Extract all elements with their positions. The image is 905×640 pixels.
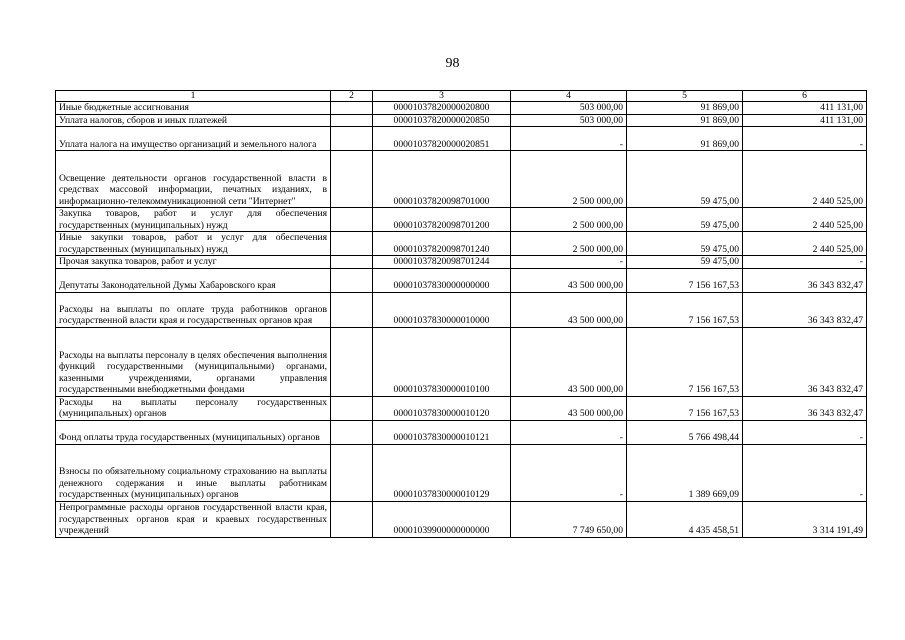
row-name-cell: Прочая закупка товаров, работ и услуг <box>56 256 331 269</box>
row-name-cell: Уплата налогов, сборов и иных платежей <box>56 114 331 127</box>
row-name-cell: Освещение деятельности органов государственной власти в средствах массовой информации, печатных изданиях, в информационно-телекоммуникационной сети "Интернет" <box>56 151 331 208</box>
row-approved-value: 43 500 000,00 <box>511 396 627 420</box>
table-row <box>56 127 867 151</box>
row-executed-value: 59 475,00 <box>627 208 743 232</box>
row-name-cell: Расходы на выплаты по оплате труда работников органов государственной власти края и государственных органов края <box>56 292 331 327</box>
row-executed-value: 5 766 498,44 <box>627 420 743 444</box>
row-executed-value: 91 869,00 <box>627 127 743 151</box>
row-code-cell: 00001037830000010121 <box>373 420 511 444</box>
row-code-cell: 00001037830000000000 <box>373 268 511 292</box>
column-header-5: 5 <box>627 91 743 102</box>
row-code-cell: 00001037820000020800 <box>373 102 511 115</box>
column-header-1: 1 <box>56 91 331 102</box>
row-approved-value: 2 500 000,00 <box>511 208 627 232</box>
row-col2-cell <box>331 102 373 115</box>
row-code-cell: 00001037830000010120 <box>373 396 511 420</box>
row-name-cell: Непрограммные расходы органов государственной власти края, государственных органов края и краевых государственных учреждений <box>56 501 331 537</box>
row-approved-value: 43 500 000,00 <box>511 292 627 327</box>
row-approved-value: - <box>511 256 627 269</box>
table-row <box>56 102 867 115</box>
row-col2-cell <box>331 127 373 151</box>
table-row <box>56 256 867 269</box>
column-header-3: 3 <box>373 91 511 102</box>
row-code-cell: 00001037820000020850 <box>373 114 511 127</box>
row-executed-value: 4 435 458,51 <box>627 501 743 537</box>
row-executed-value: 7 156 167,53 <box>627 292 743 327</box>
row-unexecuted-value: 36 343 832,47 <box>743 268 867 292</box>
row-name-cell: Фонд оплаты труда государственных (муниципальных) органов <box>56 420 331 444</box>
row-unexecuted-value: 36 343 832,47 <box>743 292 867 327</box>
row-col2-cell <box>331 396 373 420</box>
row-approved-value: - <box>511 444 627 501</box>
row-executed-value: 1 389 669,09 <box>627 444 743 501</box>
row-unexecuted-value: 411 131,00 <box>743 102 867 115</box>
row-approved-value: - <box>511 127 627 151</box>
row-approved-value: 503 000,00 <box>511 102 627 115</box>
table-row <box>56 292 867 327</box>
row-unexecuted-value: - <box>743 444 867 501</box>
row-approved-value: 43 500 000,00 <box>511 327 627 396</box>
table-row <box>56 327 867 396</box>
row-executed-value: 91 869,00 <box>627 114 743 127</box>
row-col2-cell <box>331 232 373 256</box>
table-row <box>56 420 867 444</box>
table-row <box>56 396 867 420</box>
row-approved-value: 7 749 650,00 <box>511 501 627 537</box>
row-name-cell: Иные закупки товаров, работ и услуг для обеспечения государственных (муниципальных) нужд <box>56 232 331 256</box>
row-executed-value: 91 869,00 <box>627 102 743 115</box>
row-executed-value: 59 475,00 <box>627 256 743 269</box>
row-unexecuted-value: 36 343 832,47 <box>743 396 867 420</box>
row-executed-value: 7 156 167,53 <box>627 396 743 420</box>
budget-table <box>55 90 867 538</box>
row-unexecuted-value: - <box>743 127 867 151</box>
row-approved-value: 2 500 000,00 <box>511 151 627 208</box>
table-row <box>56 232 867 256</box>
row-col2-cell <box>331 420 373 444</box>
row-name-cell: Иные бюджетные ассигнования <box>56 102 331 115</box>
page-number: 98 <box>445 56 460 71</box>
row-col2-cell <box>331 208 373 232</box>
row-code-cell: 00001037820098701244 <box>373 256 511 269</box>
row-unexecuted-value: 36 343 832,47 <box>743 327 867 396</box>
row-unexecuted-value: 2 440 525,00 <box>743 232 867 256</box>
row-col2-cell <box>331 256 373 269</box>
row-code-cell: 00001037820098701200 <box>373 208 511 232</box>
table-row <box>56 444 867 501</box>
row-name-cell: Закупка товаров, работ и услуг для обеспечения государственных (муниципальных) нужд <box>56 208 331 232</box>
table-row <box>56 208 867 232</box>
row-approved-value: 2 500 000,00 <box>511 232 627 256</box>
budget-table-body <box>56 91 867 538</box>
row-col2-cell <box>331 114 373 127</box>
row-executed-value: 7 156 167,53 <box>627 268 743 292</box>
row-unexecuted-value: 411 131,00 <box>743 114 867 127</box>
table-row <box>56 151 867 208</box>
row-col2-cell <box>331 327 373 396</box>
row-code-cell: 00001037820098701000 <box>373 151 511 208</box>
row-code-cell: 00001037830000010000 <box>373 292 511 327</box>
table-row <box>56 501 867 537</box>
row-unexecuted-value: - <box>743 256 867 269</box>
row-unexecuted-value: 3 314 191,49 <box>743 501 867 537</box>
row-name-cell: Взносы по обязательному социальному страхованию на выплаты денежного содержания и иные выплаты работникам государственных (муниципальных) органов <box>56 444 331 501</box>
row-col2-cell <box>331 268 373 292</box>
row-executed-value: 59 475,00 <box>627 151 743 208</box>
table-row <box>56 114 867 127</box>
row-col2-cell <box>331 151 373 208</box>
table-row <box>56 268 867 292</box>
row-name-cell: Расходы на выплаты персоналу государственных (муниципальных) органов <box>56 396 331 420</box>
row-approved-value: 43 500 000,00 <box>511 268 627 292</box>
row-code-cell: 00001037820098701240 <box>373 232 511 256</box>
row-col2-cell <box>331 501 373 537</box>
column-header-6: 6 <box>743 91 867 102</box>
column-header-4: 4 <box>511 91 627 102</box>
row-name-cell: Депутаты Законодательной Думы Хабаровского края <box>56 268 331 292</box>
row-code-cell: 00001037830000010129 <box>373 444 511 501</box>
row-executed-value: 7 156 167,53 <box>627 327 743 396</box>
row-col2-cell <box>331 444 373 501</box>
table-header-row <box>56 91 867 102</box>
row-unexecuted-value: - <box>743 420 867 444</box>
row-code-cell: 00001037820000020851 <box>373 127 511 151</box>
column-header-2: 2 <box>331 91 373 102</box>
row-approved-value: 503 000,00 <box>511 114 627 127</box>
row-name-cell: Уплата налога на имущество организаций и земельного налога <box>56 127 331 151</box>
row-col2-cell <box>331 292 373 327</box>
row-code-cell: 00001037830000010100 <box>373 327 511 396</box>
row-name-cell: Расходы на выплаты персоналу в целях обеспечения выполнения функций государственными (муниципальными) органами, казенными учреждениями, органами управления государственными внебюджетными фондами <box>56 327 331 396</box>
row-code-cell: 00001039900000000000 <box>373 501 511 537</box>
row-approved-value: - <box>511 420 627 444</box>
row-unexecuted-value: 2 440 525,00 <box>743 151 867 208</box>
row-executed-value: 59 475,00 <box>627 232 743 256</box>
row-unexecuted-value: 2 440 525,00 <box>743 208 867 232</box>
